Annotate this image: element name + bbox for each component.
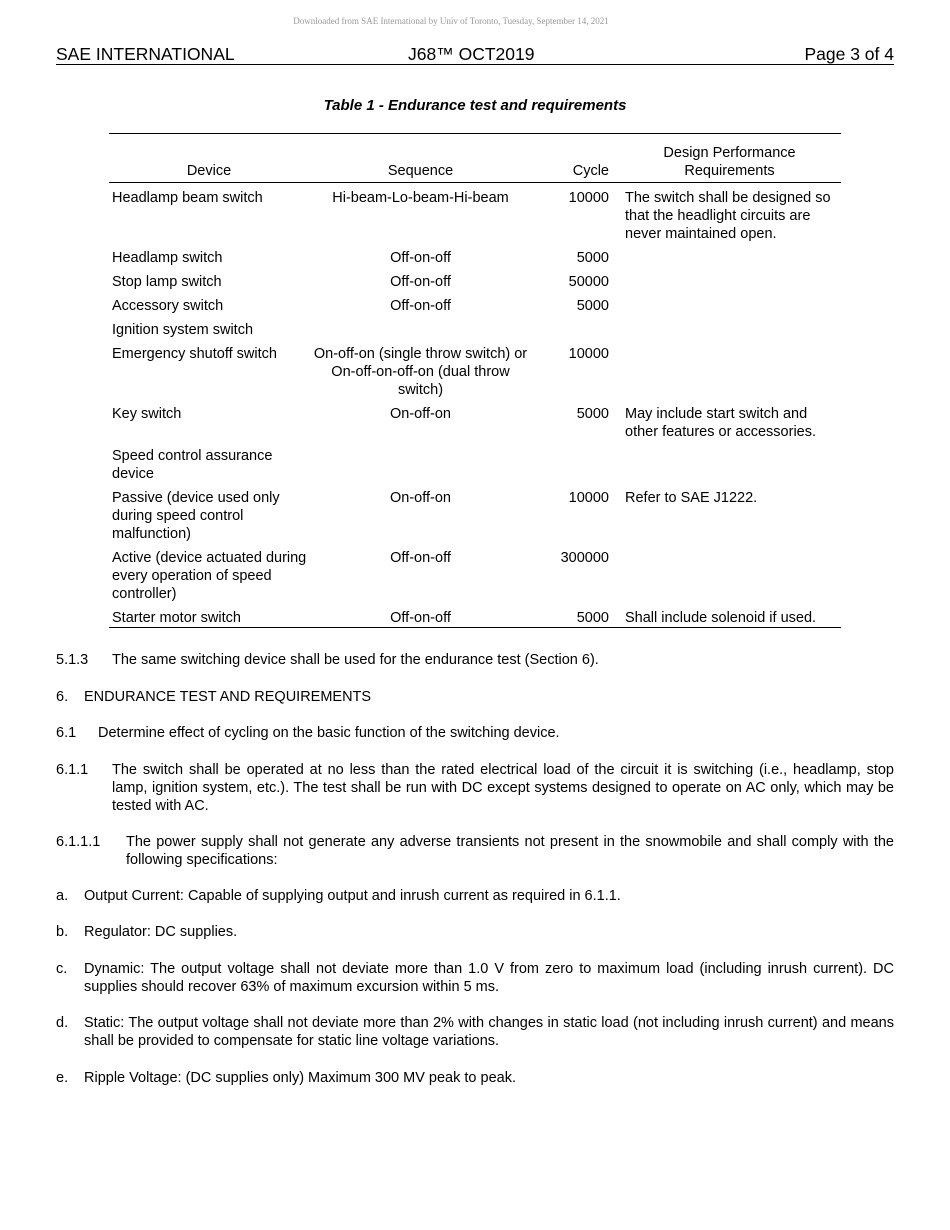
cell-cycle: 10000 — [568, 190, 609, 206]
para-6-1-1-1 — [56, 833, 894, 869]
cell-requirements: The switch shall be designed so that the headlight circuits are never maintained open. — [625, 190, 831, 242]
item-a — [56, 887, 894, 905]
cell-requirements — [618, 339, 841, 399]
cell-cycle: 300000 — [560, 550, 609, 566]
table-row — [109, 183, 841, 244]
paragraph-number: 6.1 — [56, 725, 77, 741]
item-b — [56, 923, 894, 941]
col-header-sequence: Sequence — [387, 163, 454, 179]
para-6-1-1 — [56, 761, 894, 815]
paragraph-text: The switch shall be operated at no less than the rated electrical load of the circuit it is switching (i.e., headlamp, stop lamp, ignition system, etc.). The test shall be run with DC except systems designed to operate on AC only, which may be tested with AC. — [112, 762, 894, 814]
item-d — [56, 1014, 894, 1050]
item-c — [56, 960, 894, 996]
cell-sequence: On-off-on (single throw switch) or On-off-on-off-on (dual throw switch) — [313, 346, 528, 398]
cell-requirements: May include start switch and other features or accessories. — [625, 406, 817, 440]
header-doc-id: J68™ OCT2019 — [408, 44, 535, 64]
cell-device: Passive (device used only during speed control malfunction) — [112, 490, 280, 542]
paragraph-text: Dynamic: The output voltage shall not deviate more than 1.0 V from zero to maximum load (including inrush current). DC supplies should recover 63% of maximum excursion within 5 ms. — [84, 961, 894, 995]
cell-device: Emergency shutoff switch — [112, 346, 277, 362]
col-header-requirements-label: Design Performance Requirements — [663, 145, 796, 179]
cell-sequence: Off-on-off — [390, 274, 451, 290]
paragraph-number: d. — [56, 1015, 69, 1031]
cell-requirements — [618, 267, 841, 291]
table-row — [109, 483, 841, 543]
paragraph-number: c. — [56, 961, 68, 977]
paragraph-number: 6. — [56, 689, 69, 705]
paragraph-number: b. — [56, 924, 69, 940]
col-header-requirements — [618, 134, 841, 183]
table-row — [109, 441, 841, 483]
table-row — [109, 291, 841, 315]
cell-device: Headlamp beam switch — [112, 190, 263, 206]
cell-device: Speed control assurance device — [112, 448, 273, 482]
header-page-number: Page 3 of 4 — [804, 44, 894, 64]
table-title: Table 1 - Endurance test and requirements — [323, 97, 627, 114]
table-row — [109, 243, 841, 267]
cell-requirements — [618, 291, 841, 315]
section-6-heading — [56, 688, 894, 706]
endurance-table — [109, 133, 841, 628]
table-row — [109, 267, 841, 291]
cell-sequence — [309, 441, 532, 483]
paragraph-text: Regulator: DC supplies. — [84, 924, 238, 940]
table-row — [109, 339, 841, 399]
col-header-cycle: Cycle — [572, 163, 609, 179]
paragraph-text: The power supply shall not generate any adverse transients not present in the snowmobile and shall comply with the following specifications: — [126, 834, 894, 868]
paragraph-number: e. — [56, 1070, 69, 1086]
cell-cycle: 5000 — [576, 610, 609, 626]
cell-device: Stop lamp switch — [112, 274, 222, 290]
paragraph-number: 6.1.1.1 — [56, 834, 101, 850]
download-watermark: Downloaded from SAE International by Univ of Toronto, Tuesday, September 14, 2021 — [293, 16, 609, 26]
cell-device: Key switch — [112, 406, 182, 422]
cell-requirements — [618, 315, 841, 339]
cell-sequence: On-off-on — [390, 406, 451, 422]
para-5-1-3 — [56, 651, 894, 669]
col-header-device: Device — [186, 163, 232, 179]
cell-device: Headlamp switch — [112, 250, 223, 266]
cell-sequence: On-off-on — [390, 490, 451, 506]
cell-device: Ignition system switch — [112, 322, 254, 338]
cell-sequence: Off-on-off — [390, 298, 451, 314]
paragraph-text: ENDURANCE TEST AND REQUIREMENTS — [84, 689, 372, 705]
table-row — [109, 399, 841, 441]
cell-requirements — [618, 441, 841, 483]
paragraph-number: 5.1.3 — [56, 652, 89, 668]
cell-sequence: Off-on-off — [390, 610, 451, 626]
cell-requirements — [618, 543, 841, 603]
cell-device: Active (device actuated during every operation of speed controller) — [112, 550, 307, 602]
paragraph-text: The same switching device shall be used for the endurance test (Section 6). — [112, 652, 599, 668]
cell-requirements: Shall include solenoid if used. — [625, 610, 817, 626]
table-row — [109, 315, 841, 339]
cell-cycle: 5000 — [576, 406, 609, 422]
paragraph-number: a. — [56, 888, 69, 904]
paragraph-text: Determine effect of cycling on the basic function of the switching device. — [98, 725, 560, 741]
header-org: SAE INTERNATIONAL — [56, 44, 235, 64]
cell-cycle — [532, 441, 618, 483]
cell-requirements: Refer to SAE J1222. — [625, 490, 758, 506]
cell-cycle: 5000 — [576, 250, 609, 266]
cell-device: Accessory switch — [112, 298, 224, 314]
table-header-row — [109, 134, 841, 183]
cell-sequence — [309, 315, 532, 339]
cell-requirements — [618, 243, 841, 267]
paragraph-number: 6.1.1 — [56, 762, 89, 778]
para-6-1 — [56, 724, 894, 742]
cell-sequence: Off-on-off — [390, 550, 451, 566]
item-e — [56, 1069, 894, 1087]
table-row — [109, 543, 841, 603]
cell-cycle — [532, 315, 618, 339]
cell-cycle: 10000 — [568, 346, 609, 362]
cell-sequence: Off-on-off — [390, 250, 451, 266]
cell-cycle: 10000 — [568, 490, 609, 506]
cell-cycle: 50000 — [568, 274, 609, 290]
table-row — [109, 603, 841, 628]
paragraph-text: Output Current: Capable of supplying output and inrush current as required in 6.1.1. — [84, 888, 621, 904]
cell-sequence: Hi-beam-Lo-beam-Hi-beam — [332, 190, 509, 206]
cell-device: Starter motor switch — [112, 610, 241, 626]
paragraph-text: Static: The output voltage shall not deviate more than 2% with changes in static load (not including inrush current) and means shall be provided to compensate for static line voltage variations. — [84, 1015, 894, 1049]
page-header — [56, 44, 894, 65]
paragraph-text: Ripple Voltage: (DC supplies only) Maximum 300 MV peak to peak. — [84, 1070, 516, 1086]
cell-cycle: 5000 — [576, 298, 609, 314]
